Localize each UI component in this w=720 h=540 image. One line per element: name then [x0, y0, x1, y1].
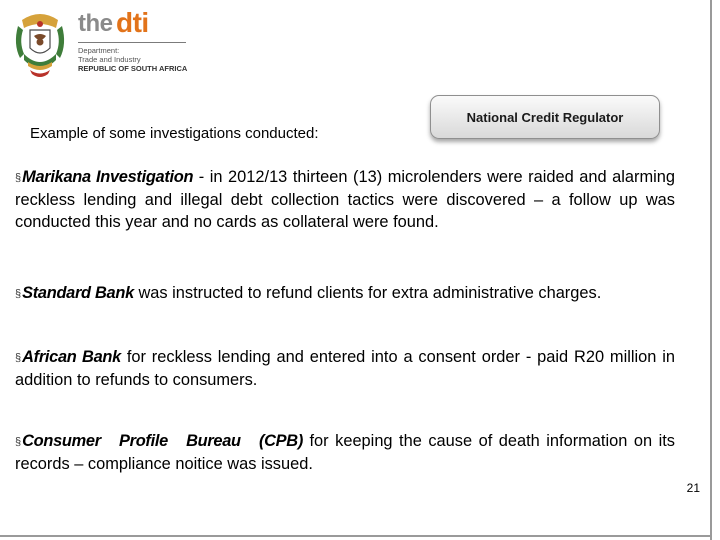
bullet-icon: §: [15, 352, 22, 364]
bullet-icon: §: [15, 288, 22, 300]
item-text: was instructed to refund clients for extra administrative charges.: [133, 284, 602, 302]
dti-logo: [6, 2, 196, 84]
item-text: for reckless lending and entered into a consent order - paid R20 million in addition to refunds to consumers.: [15, 348, 675, 389]
brand-prefix: the: [78, 10, 113, 37]
list-item: [15, 346, 675, 391]
list-item: [15, 282, 675, 305]
item-lead: Marikana Investigation: [22, 168, 194, 186]
list-item: [15, 166, 675, 233]
logo-divider: [78, 42, 186, 43]
brand-name: dti: [116, 7, 149, 38]
slide-frame-bottom: [0, 535, 712, 537]
bullet-icon: §: [15, 172, 22, 184]
item-text: for keeping the cause of death information on its records – compliance noitice was issued.: [15, 432, 675, 473]
ncr-badge: National Credit Regulator: [430, 95, 660, 139]
item-lead: African Bank: [22, 348, 121, 366]
slide-frame-right: [710, 0, 712, 540]
page-number: 21: [686, 481, 700, 495]
bullet-icon: §: [15, 436, 22, 448]
country-name: REPUBLIC OF SOUTH AFRICA: [78, 64, 188, 73]
list-item: [15, 430, 675, 475]
coat-of-arms-icon: [12, 10, 68, 80]
intro-text: Example of some investigations conducted:: [30, 125, 319, 142]
department-label: Department:: [78, 46, 120, 55]
department-name: Trade and Industry: [78, 55, 141, 64]
item-lead: Standard Bank: [22, 284, 134, 302]
item-lead: Consumer Profile Bureau (CPB): [22, 432, 303, 450]
item-text: - in 2012/13 thirteen (13) microlenders were raided and alarming reckless lending and illegal debt collection tactics were discovered – a follow up was conducted this year and no cards as collateral were found.: [15, 168, 675, 231]
